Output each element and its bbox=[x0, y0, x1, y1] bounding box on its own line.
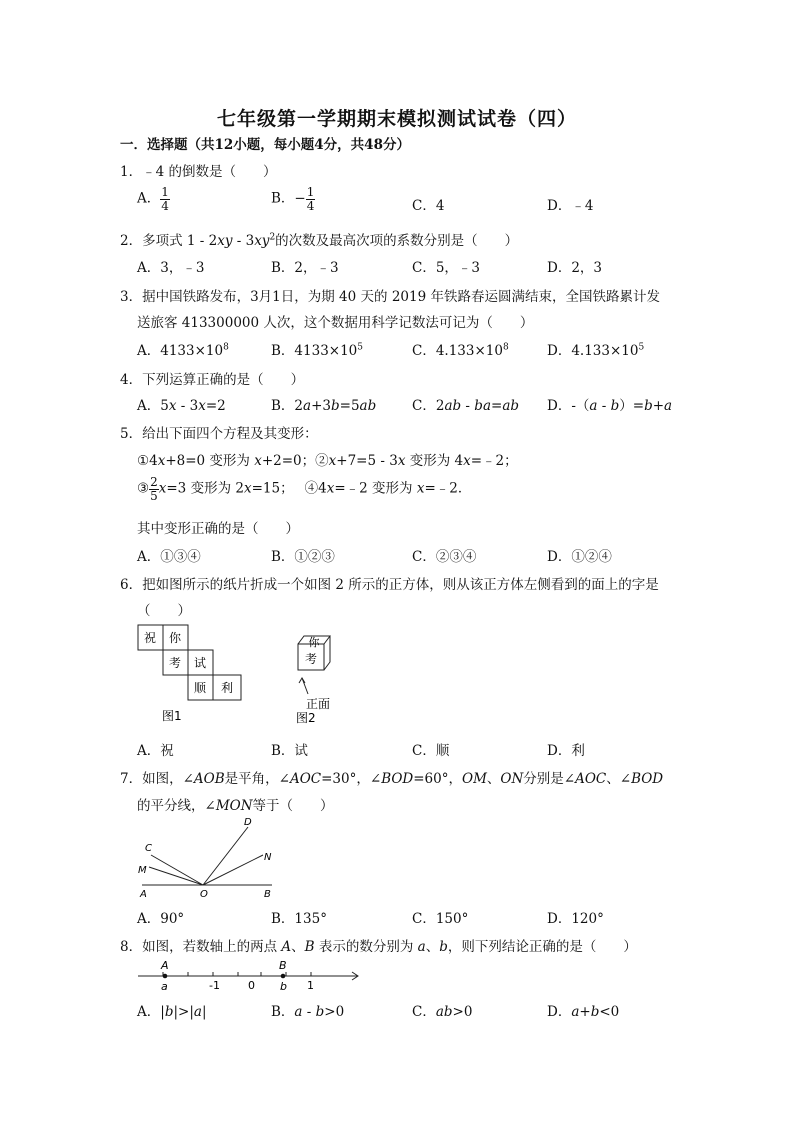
label-b: b bbox=[280, 980, 287, 993]
net-char: 试 bbox=[193, 656, 207, 670]
label-a: A bbox=[140, 889, 147, 900]
tick-label-0: 0 bbox=[248, 979, 255, 992]
label-b: B bbox=[264, 889, 271, 900]
q3-option-a[interactable]: A．$4133\times 10^8$ bbox=[137, 342, 229, 359]
q7-option-d[interactable]: D．120° bbox=[547, 911, 604, 927]
q7-option-c[interactable]: C．150° bbox=[412, 911, 469, 927]
cube-net-figures bbox=[130, 620, 370, 730]
section-heading: 一．选择题（共12小题，每小题4分，共48分） bbox=[120, 137, 410, 153]
q8-option-b[interactable]: B．a - b>0 bbox=[271, 1004, 345, 1020]
question-6-line1: 6．把如图所示的纸片折成一个如图 2 所示的正方体，则从该正方体左侧看到的面上的字是 bbox=[120, 577, 659, 593]
tick-label-1: 1 bbox=[307, 979, 314, 992]
q6-option-d[interactable]: D．利 bbox=[547, 743, 585, 759]
q7-option-b[interactable]: B．135° bbox=[271, 911, 327, 927]
minus-sign: − bbox=[294, 190, 306, 207]
label-A: A bbox=[161, 959, 169, 972]
question-1-stem: 1．﹣4 的倒数是（ ） bbox=[120, 164, 277, 180]
option-label: A． bbox=[137, 190, 161, 207]
q5-option-d[interactable]: D．①②④ bbox=[547, 549, 612, 565]
tick-label-neg1: -1 bbox=[209, 979, 220, 992]
cube-top-char: 你 bbox=[308, 636, 320, 649]
label-n: N bbox=[264, 852, 272, 863]
point-b bbox=[281, 974, 286, 979]
question-5-stem: 5．给出下面四个方程及其变形： bbox=[120, 426, 318, 442]
q2-option-a[interactable]: A．3，﹣3 bbox=[137, 260, 205, 276]
question-8-stem: 8．如图，若数轴上的两点 A、B 表示的数分别为 a、b，则下列结论正确的是（ ） bbox=[120, 939, 637, 955]
net-char: 顺 bbox=[193, 681, 207, 695]
q4-option-a[interactable]: A．5x - 3x=2 bbox=[137, 398, 226, 414]
label-c: C bbox=[145, 843, 152, 854]
q3-option-c[interactable]: C．$4.133\times 10^8$ bbox=[412, 342, 509, 359]
ray-OD bbox=[203, 827, 248, 885]
q7-option-a[interactable]: A．90° bbox=[137, 911, 185, 927]
question-5-prompt: 其中变形正确的是（ ） bbox=[137, 521, 299, 537]
question-2-stem: 2．多项式 $1 - 2xy - 3xy^2$的次数及最高次项的系数分别是（ ） bbox=[120, 232, 519, 249]
question-3-line2: 送旅客 413300000 人次，这个数据用科学记数法可记为（ ） bbox=[137, 315, 534, 331]
q2-option-c[interactable]: C．5，﹣3 bbox=[412, 260, 481, 276]
q5-option-b[interactable]: B．①②③ bbox=[271, 549, 335, 565]
q5-equations-line1: ①4x+8=0 变形为 x+2=0；②x+7=5 - 3x 变形为 4x=﹣2； bbox=[137, 453, 518, 469]
q1-option-c[interactable]: C．4 bbox=[412, 198, 445, 214]
q5-option-a[interactable]: A．①③④ bbox=[137, 549, 201, 565]
net-char: 考 bbox=[168, 656, 182, 670]
q4-option-b[interactable]: B．2a+3b=5ab bbox=[271, 398, 377, 414]
fraction: $\frac{2}{5}$ bbox=[150, 475, 158, 503]
q5-option-c[interactable]: C．②③④ bbox=[412, 549, 477, 565]
ray-ON bbox=[203, 855, 263, 885]
option-label: B． bbox=[271, 190, 295, 207]
q6-option-a[interactable]: A．祝 bbox=[137, 743, 174, 759]
fraction: $\frac{1}{4}$ bbox=[161, 185, 169, 213]
page-title: 七年级第一学期期末模拟测试试卷（四） bbox=[216, 108, 577, 130]
q3-option-d[interactable]: D．$4.133\times 10^5$ bbox=[547, 342, 645, 359]
question-4-stem: 4．下列运算正确的是（ ） bbox=[120, 372, 305, 388]
q1-option-b[interactable] bbox=[271, 186, 315, 212]
label-m: M bbox=[138, 865, 147, 876]
net-char: 利 bbox=[220, 681, 234, 695]
net-char: 祝 bbox=[143, 631, 157, 645]
q8-option-c[interactable]: C．ab>0 bbox=[412, 1004, 473, 1020]
question-7-line1: 7．如图，∠AOB是平角，∠AOC=30°，∠BOD=60°，OM、ON分别是∠AOC、∠BOD bbox=[120, 771, 664, 787]
angle-figure bbox=[130, 815, 280, 900]
q2-option-b[interactable]: B．2，﹣3 bbox=[271, 260, 339, 276]
q6-option-b[interactable]: B．试 bbox=[271, 743, 308, 759]
q8-option-a[interactable]: A．|b|>|a| bbox=[137, 1004, 207, 1020]
q4-option-c[interactable]: C．2ab - ba=ab bbox=[412, 398, 520, 414]
q8-option-d[interactable]: D．a+b<0 bbox=[547, 1004, 620, 1020]
front-label: 正面 bbox=[306, 697, 331, 711]
label-a: a bbox=[161, 980, 168, 993]
label-o: O bbox=[200, 889, 208, 900]
point-a bbox=[163, 974, 168, 979]
q5-equations-line2: ③ $\frac{2}{5}$ x=3 变形为 2x=15； ④4x=﹣2 变形为 x=﹣2． bbox=[137, 475, 472, 503]
q2-option-d[interactable]: D．2，3 bbox=[547, 260, 603, 276]
fraction: $\frac{1}{4}$ bbox=[306, 185, 315, 213]
label-B: B bbox=[279, 959, 287, 972]
cube-front-char: 考 bbox=[304, 652, 318, 666]
question-6-line2: （ ） bbox=[137, 603, 191, 619]
q6-option-c[interactable]: C．顺 bbox=[412, 743, 450, 759]
q3-option-b[interactable]: B．$4133\times 10^5$ bbox=[271, 342, 364, 359]
number-line bbox=[130, 955, 370, 995]
fig2-caption: 图2 bbox=[296, 711, 316, 725]
q4-option-d[interactable]: D．-（a - b）=b+a bbox=[547, 398, 673, 414]
net-char: 你 bbox=[168, 631, 182, 645]
q1-option-a[interactable] bbox=[137, 186, 170, 212]
question-7-line2: 的平分线，∠MON等于（ ） bbox=[137, 798, 334, 814]
q1-option-d[interactable]: D．﹣4 bbox=[547, 198, 594, 214]
label-d: D bbox=[244, 817, 252, 828]
question-3-line1: 3．据中国铁路发布，3月1日，为期 40 天的 2019 年铁路春运圆满结束，全国铁路累计发 bbox=[120, 289, 660, 305]
fig1-caption: 图1 bbox=[162, 709, 182, 723]
